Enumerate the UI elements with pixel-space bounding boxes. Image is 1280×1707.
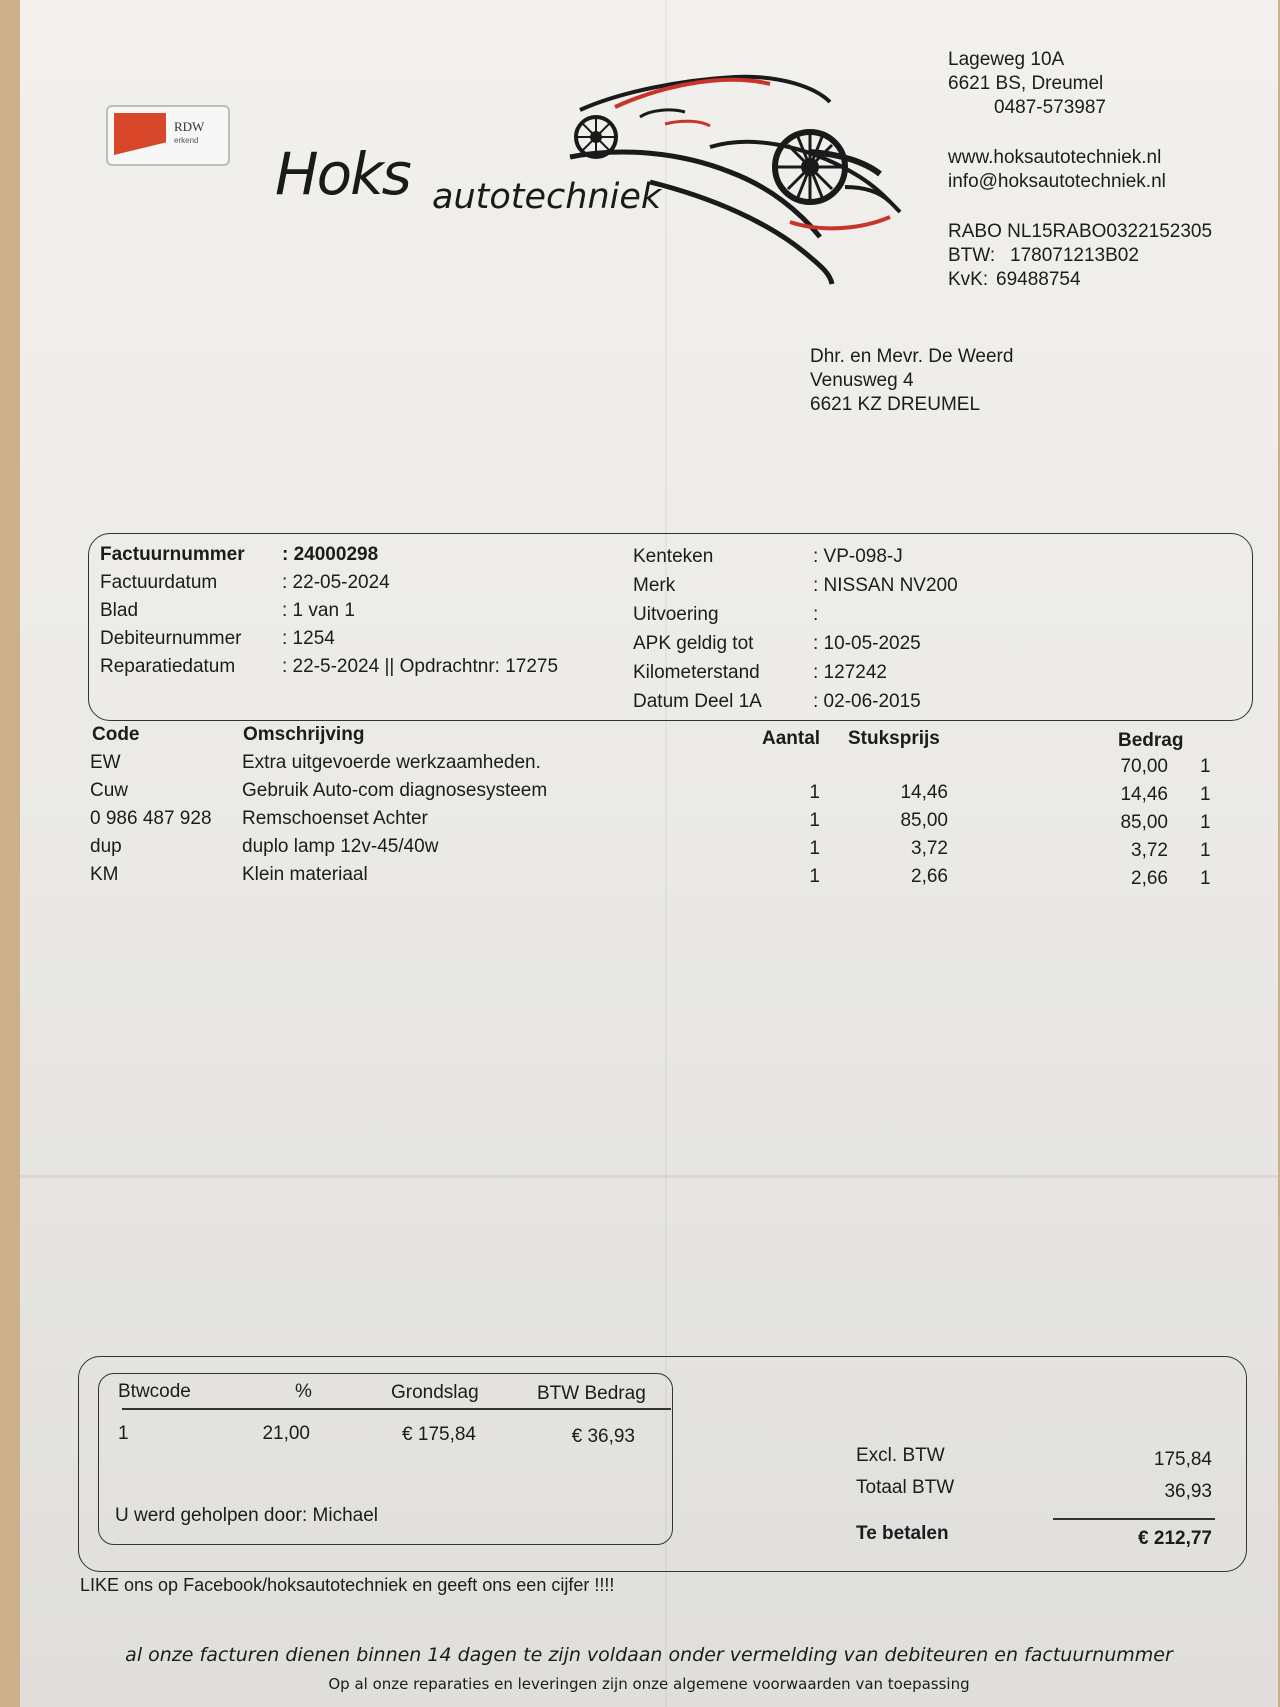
row-description: Extra uitgevoerde werkzaamheden. (242, 752, 541, 773)
payment-terms: al onze facturen dienen binnen 14 dagen te zijn voldaan onder vermelding van debiteuren en factuurnummer (125, 1644, 1173, 1666)
excl-btw-value: 175,84 (1153, 1449, 1212, 1470)
vehicle-value: : 127242 (813, 662, 887, 683)
facebook-note: LIKE ons op Facebook/hoksautotechniek en geeft ons een cijfer !!!! (80, 1575, 615, 1595)
row-quantity: 1 (809, 782, 820, 803)
btw-header-pct: % (295, 1381, 312, 1402)
btw-table-divider (122, 1408, 671, 1410)
row-description: Remschoenset Achter (242, 808, 428, 829)
col-header-omschrijving: Omschrijving (243, 724, 365, 745)
info-label: Factuurnummer (100, 544, 245, 565)
row-btw-code: 1 (1200, 784, 1211, 805)
vehicle-value: : NISSAN NV200 (813, 575, 958, 596)
row-amount: 85,00 (1120, 812, 1168, 833)
vehicle-label: Kenteken (633, 546, 714, 567)
te-betalen-value: € 212,77 (1138, 1528, 1212, 1549)
company-btw: 178071213B02 (1010, 245, 1139, 266)
rdw-badge (106, 105, 230, 166)
company-city: 6621 BS, Dreumel (948, 73, 1104, 94)
row-code: dup (90, 836, 122, 857)
btw-row-grondslag: € 175,84 (402, 1424, 476, 1445)
helped-by: U werd geholpen door: Michael (115, 1505, 378, 1526)
vehicle-label: Uitvoering (633, 604, 719, 625)
info-value: : 22-5-2024 || Opdrachtnr: 17275 (282, 656, 559, 677)
row-code: KM (90, 864, 119, 885)
car-logo-icon (560, 62, 960, 287)
vehicle-label: Merk (633, 575, 676, 596)
col-header-aantal: Aantal (762, 728, 821, 749)
company-kvk-label: KvK: (948, 269, 989, 290)
row-code: 0 986 487 928 (90, 808, 212, 829)
customer-name: Dhr. en Mevr. De Weerd (810, 346, 1014, 367)
row-unit-price: 2,66 (911, 866, 948, 887)
btw-header-code: Btwcode (118, 1381, 191, 1402)
btw-row-code: 1 (118, 1423, 129, 1444)
btw-row-bedrag: € 36,93 (571, 1426, 635, 1447)
company-email[interactable]: info@hoksautotechniek.nl (948, 171, 1166, 192)
row-code: EW (90, 752, 121, 773)
row-btw-code: 1 (1200, 868, 1211, 889)
info-value: : 1254 (282, 628, 335, 649)
company-web[interactable]: www.hoksautotechniek.nl (948, 147, 1162, 168)
vehicle-value: : 02-06-2015 (813, 691, 921, 712)
row-amount: 70,00 (1120, 756, 1168, 777)
excl-btw-label: Excl. BTW (856, 1445, 945, 1466)
info-label: Factuurdatum (100, 572, 218, 593)
row-btw-code: 1 (1200, 840, 1211, 861)
row-code: Cuw (90, 780, 129, 801)
info-label: Blad (100, 600, 139, 621)
info-value: : 1 van 1 (282, 600, 355, 621)
row-unit-price: 85,00 (900, 810, 948, 831)
company-street: Lageweg 10A (948, 49, 1065, 70)
col-header-stuksprijs: Stuksprijs (848, 728, 940, 749)
row-quantity: 1 (809, 810, 820, 831)
total-underline (1053, 1518, 1215, 1520)
row-description: Gebruik Auto-com diagnosesysteem (242, 780, 548, 801)
info-value: : 22-05-2024 (282, 572, 390, 593)
rdw-flag-icon (114, 113, 166, 155)
col-header-bedrag: Bedrag (1118, 730, 1184, 751)
company-kvk: 69488754 (996, 269, 1081, 290)
row-amount: 2,66 (1131, 868, 1168, 889)
general-conditions: Op al onze reparaties en leveringen zijn onze algemene voorwaarden van toepassing (328, 1675, 970, 1693)
rdw-badge-title: RDW (174, 119, 205, 134)
info-value: : 24000298 (282, 544, 379, 565)
paper-fold-horizontal (20, 1175, 1278, 1178)
row-description: Klein materiaal (242, 864, 368, 885)
customer-street: Venusweg 4 (810, 370, 914, 391)
vehicle-value: : 10-05-2025 (813, 633, 921, 654)
row-description: duplo lamp 12v-45/40w (242, 836, 439, 857)
totaal-btw-value: 36,93 (1164, 1481, 1212, 1502)
row-btw-code: 1 (1200, 812, 1211, 833)
row-unit-price: 14,46 (900, 782, 948, 803)
vehicle-label: Datum Deel 1A (633, 691, 762, 712)
rdw-badge-sub: erkend (174, 136, 199, 145)
company-btw-label: BTW: (948, 245, 996, 266)
row-amount: 3,72 (1131, 840, 1168, 861)
info-label: Reparatiedatum (100, 656, 236, 677)
invoice-paper (20, 0, 1278, 1707)
row-unit-price: 3,72 (911, 838, 948, 859)
info-label: Debiteurnummer (100, 628, 242, 649)
company-bank: RABO NL15RABO0322152305 (948, 221, 1213, 242)
vehicle-value: : (813, 604, 819, 625)
btw-header-grondslag: Grondslag (391, 1382, 479, 1403)
vehicle-label: Kilometerstand (633, 662, 760, 683)
te-betalen-label: Te betalen (856, 1523, 949, 1544)
row-amount: 14,46 (1120, 784, 1168, 805)
row-btw-code: 1 (1200, 756, 1211, 777)
col-header-code: Code (92, 724, 140, 745)
logo-subname: autotechniek (432, 177, 662, 217)
row-quantity: 1 (809, 866, 820, 887)
logo-name: Hoks (275, 140, 410, 208)
vehicle-value: : VP-098-J (813, 546, 903, 567)
btw-row-pct: 21,00 (262, 1423, 310, 1444)
row-quantity: 1 (809, 838, 820, 859)
company-phone: 0487-573987 (994, 97, 1106, 118)
totaal-btw-label: Totaal BTW (856, 1477, 955, 1498)
customer-city: 6621 KZ DREUMEL (810, 394, 981, 415)
btw-header-bedrag: BTW Bedrag (537, 1383, 646, 1404)
vehicle-label: APK geldig tot (633, 633, 754, 654)
